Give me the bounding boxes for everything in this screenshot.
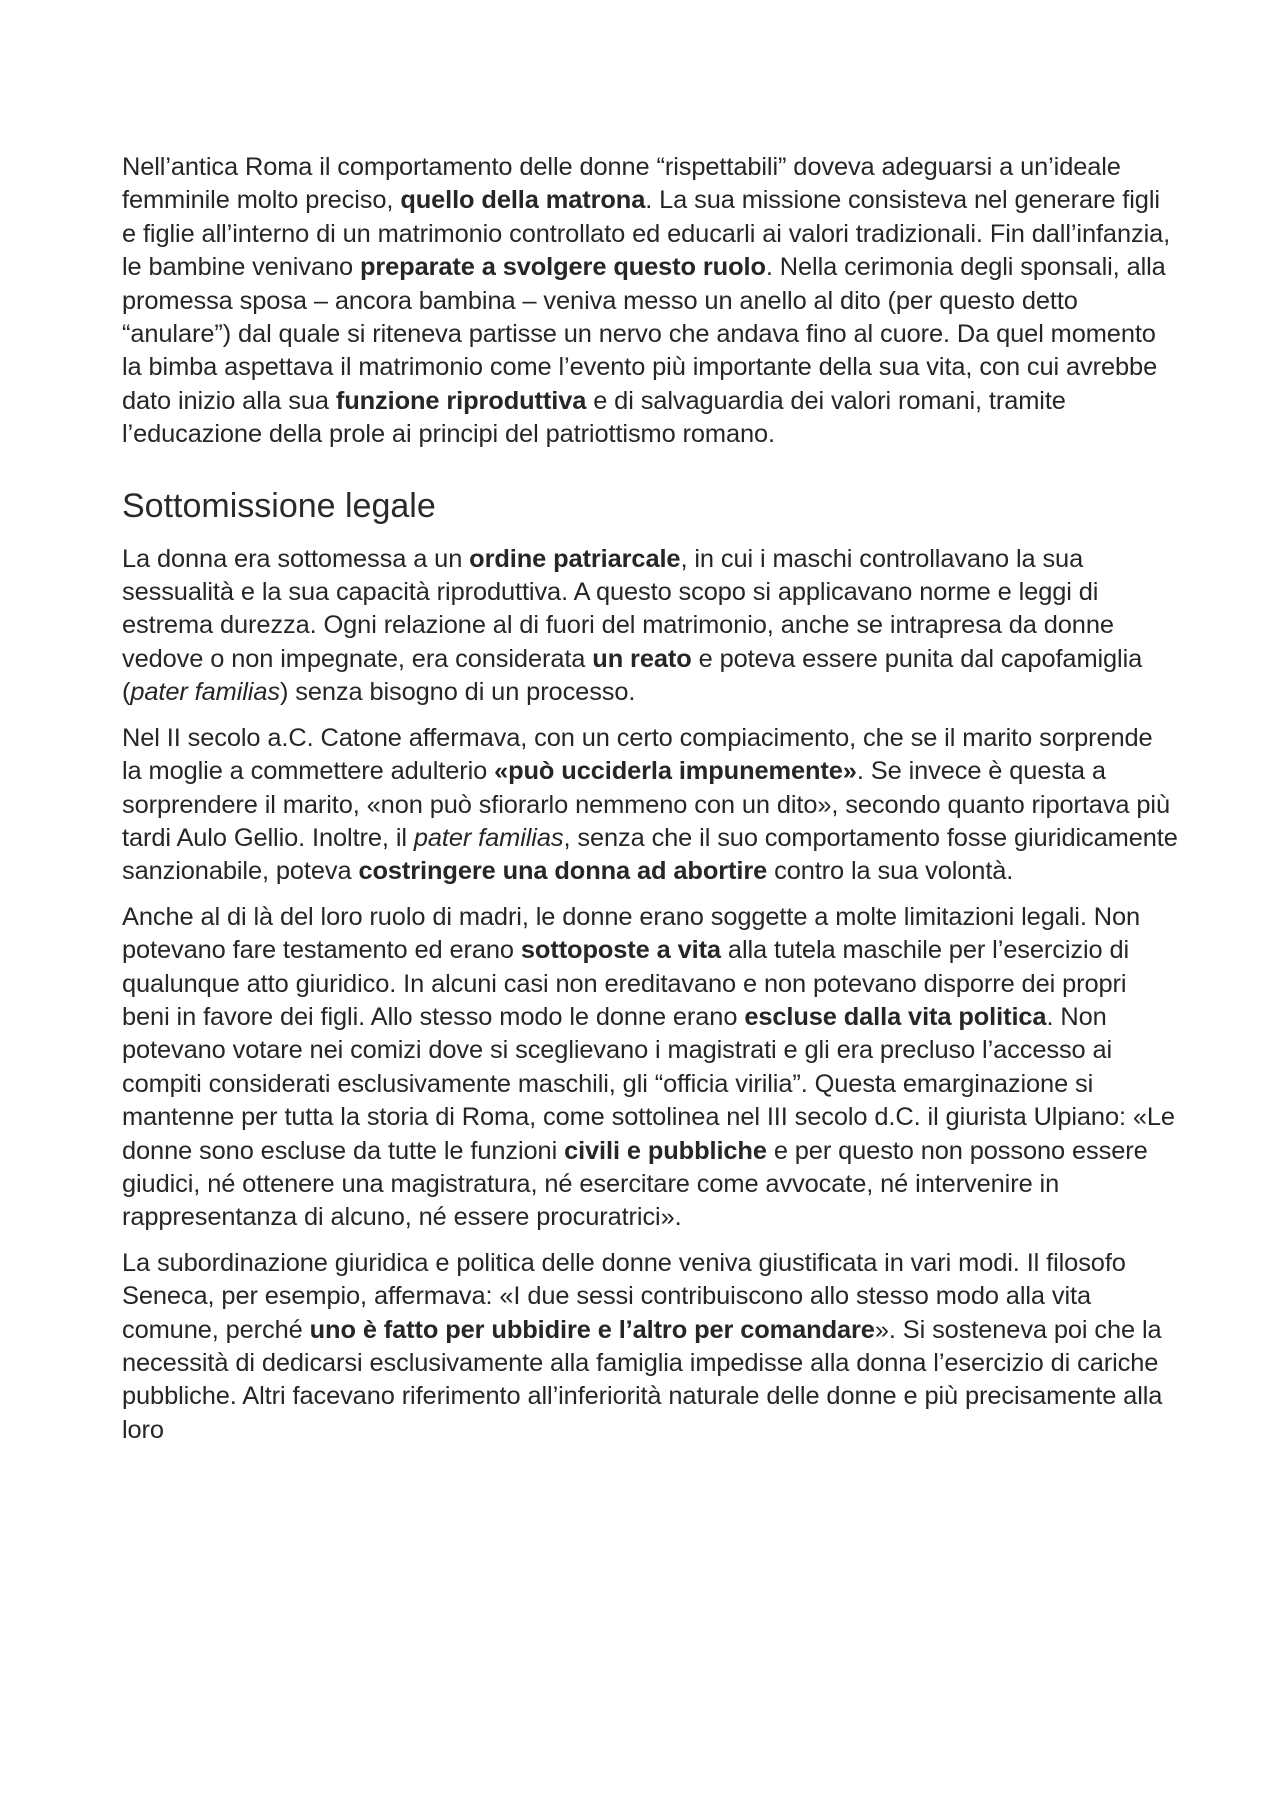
bold-emphasis: civili e pubbliche xyxy=(564,1136,767,1165)
bold-emphasis: escluse dalla vita politica xyxy=(744,1002,1047,1031)
document-page xyxy=(122,151,1178,1459)
text-run: . Se invece è questa a sorprendere il marito, «non può sfiorarlo nemmeno con un dito», secondo quanto riportava più tardi Aulo Gellio. Inoltre, il xyxy=(122,757,1170,852)
text-run: ) senza bisogno di un processo. xyxy=(279,678,636,707)
body-paragraph-3 xyxy=(122,901,1178,1235)
text-run: . Nella cerimonia degli sponsali, alla promessa sposa – ancora bambina – veniva messo un anello al dito (per questo detto “anulare”) dal quale si riteneva partisse un nervo che andava fino al cuore. Da quel momento la bimba aspettava il matrimonio come l’evento più importante della sua vita, con cui avrebbe dato inizio alla sua xyxy=(122,253,1166,415)
text-run: La subordinazione giuridica e politica delle donne veniva giustificata in vari modi. Il filosofo Seneca, per esempio, affermava: «I due sessi contribuiscono allo stesso modo alla vita comune, perché xyxy=(122,1248,1126,1344)
text-run: Anche al di là del loro ruolo di madri, le donne erano soggette a molte limitazioni legali. Non potevano fare testamento ed erano xyxy=(122,902,1141,965)
bold-emphasis: preparate a svolgere questo ruolo xyxy=(359,253,766,282)
body-paragraph-4 xyxy=(122,1247,1178,1447)
intro-paragraph xyxy=(122,151,1178,452)
text-run: e poteva essere punita dal capofamiglia ( xyxy=(122,644,1143,707)
italic-term: pater familias xyxy=(413,823,564,852)
bold-emphasis: «può ucciderla impunemente» xyxy=(494,757,857,786)
text-run: Nell’antica Roma il comportamento delle donne “rispettabili” doveva adeguarsi a un’ideale femminile molto preciso, xyxy=(122,153,1121,215)
body-paragraph-1 xyxy=(122,543,1178,710)
bold-emphasis: ordine patriarcale xyxy=(469,544,681,573)
bold-emphasis: costringere una donna ad abortire xyxy=(358,857,768,886)
bold-emphasis: funzione riproduttiva xyxy=(335,386,587,415)
body-paragraph-2 xyxy=(122,722,1178,889)
bold-emphasis: uno è fatto per ubbidire e l’altro per comandare xyxy=(309,1315,875,1344)
text-run: . La sua missione consisteva nel generare figli e figlie all’interno di un matrimonio controllato ed educarli ai valori tradizionali. Fin dall’infanzia, le bambine venivano xyxy=(122,186,1171,282)
text-run: alla tutela maschile per l’esercizio di qualunque atto giuridico. In alcuni casi non ereditavano e non potevano disporre dei propri beni in favore dei figli. Allo stesso modo le donne erano xyxy=(122,936,1130,1031)
bold-emphasis: un reato xyxy=(592,644,692,673)
text-run: , senza che il suo comportamento fosse giuridicamente sanzionabile, poteva xyxy=(122,823,1178,886)
text-run: contro la sua volontà. xyxy=(767,857,1014,886)
text-run: . Non potevano votare nei comizi dove si sceglievano i magistrati e gli era precluso l’accesso ai compiti considerati esclusivamente maschili, gli “officia virilia”. Questa emarginazione si mantenne per tutta la storia di Roma, come sottolinea nel III secolo d.C. il giurista Ulpiano: «Le donne sono escluse da tutte le funzioni xyxy=(122,1002,1175,1165)
text-run: Nel II secolo a.C. Catone affermava, con un certo compiacimento, che se il marito sorprende la moglie a commettere adulterio xyxy=(122,723,1153,786)
bold-emphasis: sottoposte a vita xyxy=(520,936,721,965)
bold-emphasis: quello della matrona xyxy=(400,186,646,215)
text-run: e per questo non possono essere giudici, né ottenere una magistratura, né esercitare come avvocate, né intervenire in rappresentanza di alcuno, né essere procuratrici». xyxy=(122,1136,1148,1232)
section-heading: Sottomissione legale xyxy=(122,486,436,525)
text-run: La donna era sottomessa a un xyxy=(122,544,470,573)
text-run: e di salvaguardia dei valori romani, tramite l’educazione della prole ai principi del patriottismo romano. xyxy=(122,386,1066,449)
italic-term: pater familias xyxy=(130,678,280,707)
text-run: , in cui i maschi controllavano la sua sessualità e la sua capacità riproduttiva. A questo scopo si applicavano norme e leggi di estrema durezza. Ogni relazione al di fuori del matrimonio, anche se intrapresa da donne vedove o non impegnate, era considerata xyxy=(122,544,1114,673)
text-run: ». Si sosteneva poi che la necessità di dedicarsi esclusivamente alla famiglia impedisse alla donna l’esercizio di cariche pubbliche. Altri facevano riferimento all’inferiorità naturale delle donne e più precisamente alla loro xyxy=(122,1315,1163,1444)
